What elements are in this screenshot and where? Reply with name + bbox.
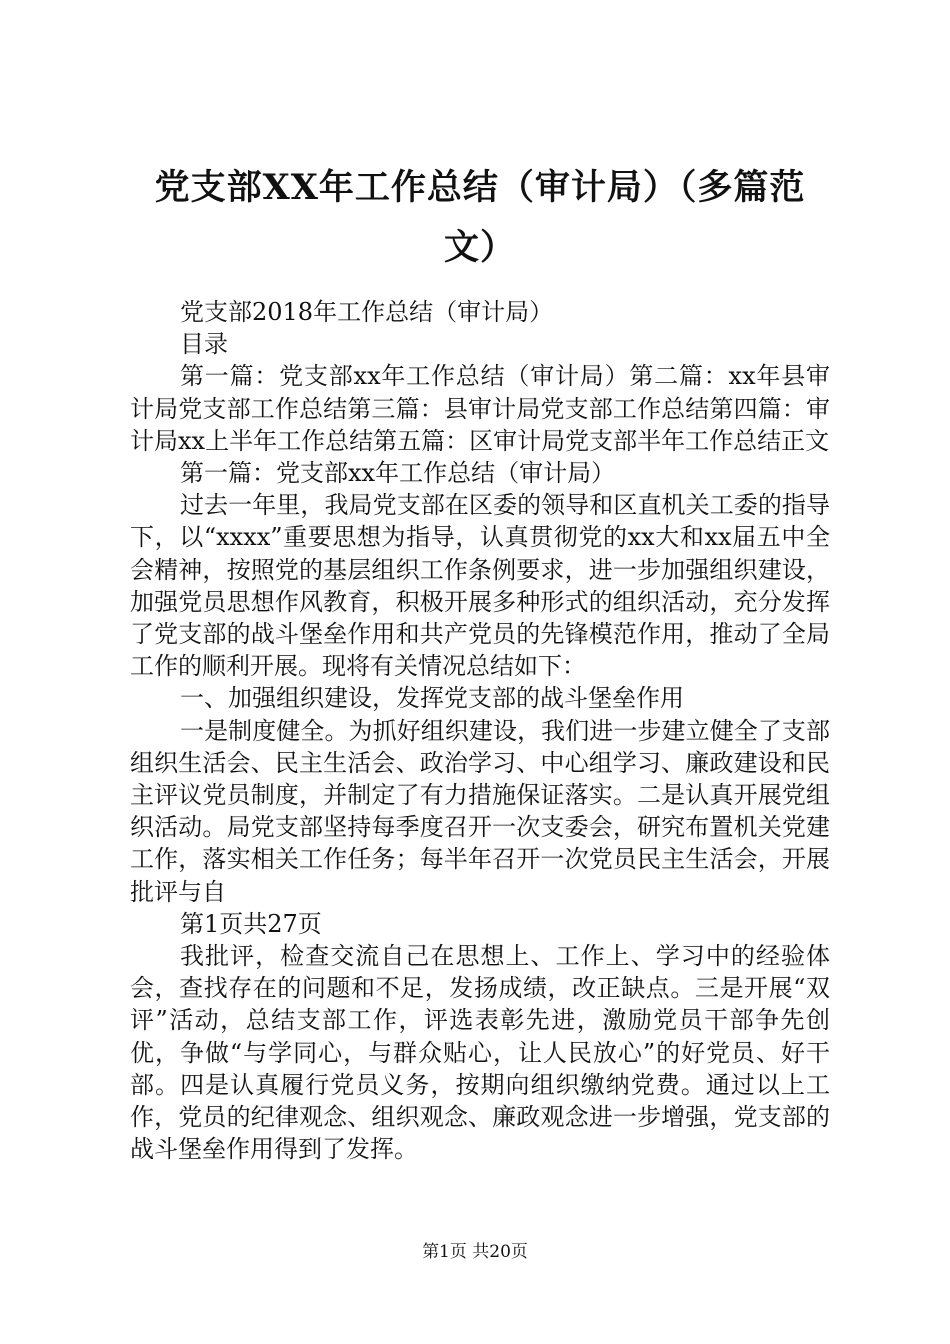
section-heading: 一、加强组织建设，发挥党支部的战斗堡垒作用 [180,684,684,713]
subtitle-paragraph: 党支部2018年工作总结（审计局） [180,298,554,326]
document-body [130,296,830,1165]
body-paragraph: 一是制度健全。为抓好组织建设，我们进一步建立健全了支部组织生活会、民主生活会、政治学习、中心组学习、廉政建设和民主评议党员制度，并制定了有力措施保证落实。二是认真开展党组织活动。局党支部坚持每季度召开一次支委会，研究布置机关党建工作，落实相关工作任务；每半年召开一次党员民主生活会，开展批评与自 [130,716,830,906]
toc-paragraph: 第一篇：党支部xx年工作总结（审计局）第二篇：xx年县审计局党支部工作总结第三篇：县审计局党支部工作总结第四篇：审计局xx上半年工作总结第五篇：区审计局党支部半年工作总结正文 [130,362,830,455]
body-paragraph: 过去一年里，我局党支部在区委的领导和区直机关工委的指导下，以“xxxx”重要思想为指导，认真贯彻党的xx大和xx届五中全会精神，按照党的基层组织工作条例要求，进一步加强组织建设，加强党员思想作风教育，积极开展多种形式的组织活动，充分发挥了党支部的战斗堡垒作用和共产党员的先锋模范作用，推动了全局工作的顺利开展。现将有关情况总结如下： [130,491,830,681]
body-paragraph: 我批评，检查交流自己在思想上、工作上、学习中的经验体会，查找存在的问题和不足，发扬成绩，改正缺点。三是开展“双评”活动，总结支部工作，评选表彰先进，激励党员干部争先创优，争做“与学同心，与群众贴心，让人民放心”的好党员、好干部。四是认真履行党员义务，按期向组织缴纳党费。通过以上工作，党员的纪律观念、组织观念、廉政观念进一步增强，党支部的战斗堡垒作用得到了发挥。 [130,942,830,1164]
toc-heading: 目录 [180,330,228,359]
document-title: 党支部XX年工作总结（审计局）（多篇范文） [154,167,806,268]
section-heading: 第一篇：党支部xx年工作总结（审计局） [180,459,616,488]
inline-page-marker: 第1页共27页 [180,909,322,938]
page-number-label: 第1页 共20页 [422,1242,528,1262]
page-footer [0,1240,950,1264]
